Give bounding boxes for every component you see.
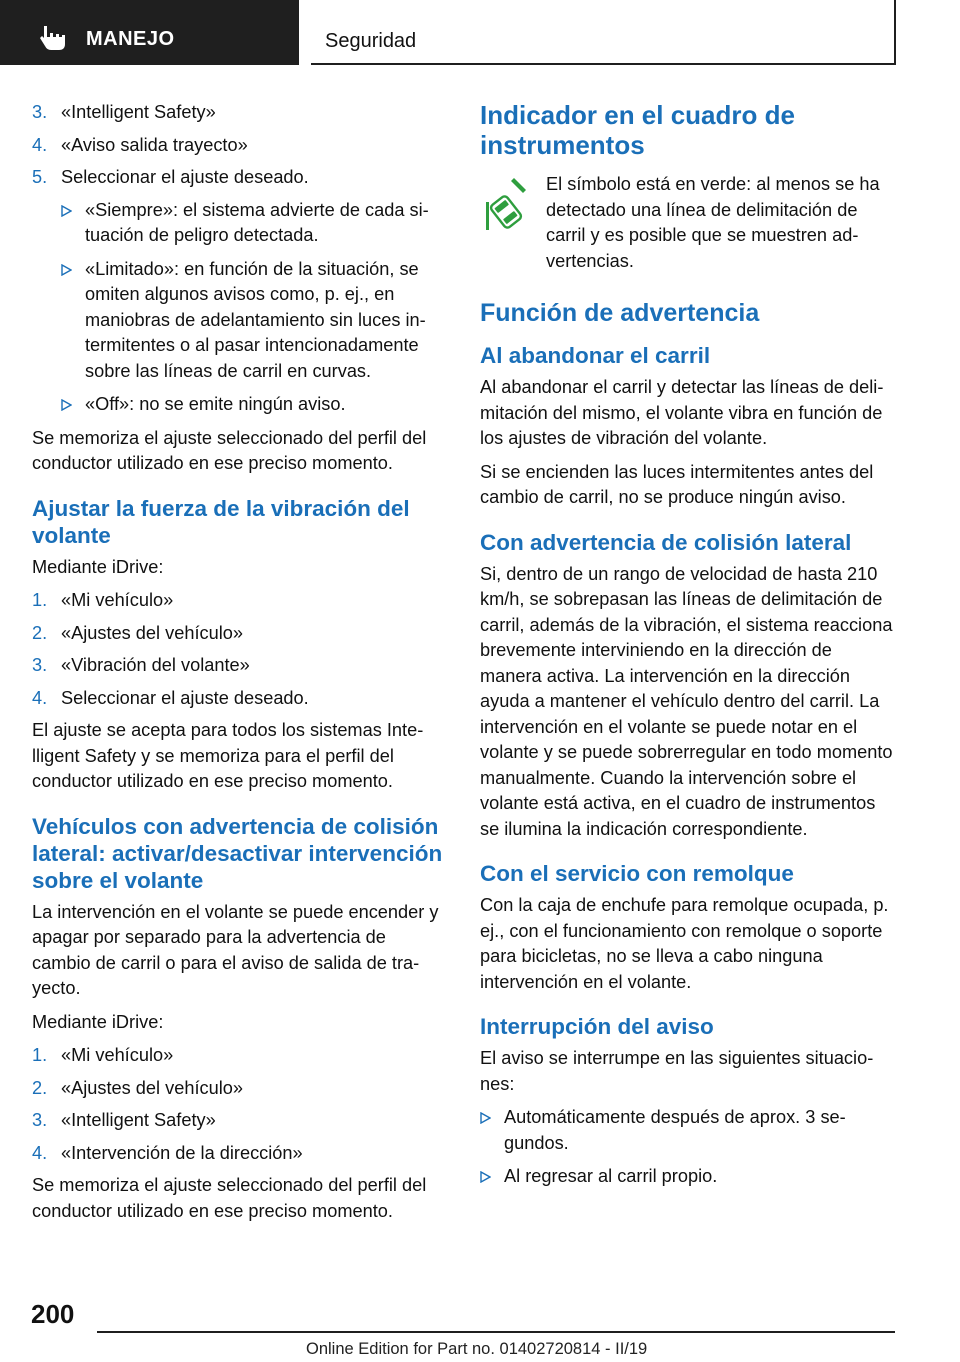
list-item: [480, 1164, 894, 1190]
section-heading: Al abandonar el carril: [480, 343, 711, 368]
list-item: [32, 653, 446, 679]
paragraph: El símbolo está en verde: al menos se ha detectado una línea de delimitación de carril y es posible que se muestren advertencias.: [546, 174, 880, 271]
list-text: Al regresar al carril propio.: [504, 1166, 718, 1186]
list-text: «Off»: no se emite ningún aviso.: [85, 394, 346, 414]
triangle-bullet-icon: [61, 399, 72, 411]
list-number: 3.: [32, 1110, 48, 1130]
section-heading: Ajustar la fuerza de la vibración del volante: [32, 495, 410, 548]
list-text: «Vibración del volante»: [61, 655, 250, 675]
section-heading: Interrupción del aviso: [480, 1014, 714, 1039]
list-item: [32, 621, 446, 647]
numbered-list-1: [32, 100, 446, 191]
list-item: [32, 100, 446, 126]
list-item: [61, 257, 446, 385]
triangle-bullet-icon: [480, 1112, 491, 1124]
paragraph: Con la caja de enchufe para remolque ocupada, p. ej., con el funcionamiento con remolque o soporte para bicicletas, no se lleva a cabo ninguna intervención en el volante.: [480, 895, 889, 992]
lane-departure-icon: [480, 176, 530, 238]
triangle-bullet-icon: [480, 1171, 491, 1183]
list-item: [32, 165, 446, 191]
list-text: «Intervención de la dirección»: [61, 1142, 303, 1163]
section-heading: Función de advertencia: [480, 299, 760, 327]
bullet-list-1: [32, 198, 446, 418]
list-number: 2.: [32, 1077, 48, 1098]
footer-divider: [97, 1331, 895, 1333]
list-item: [32, 1043, 446, 1069]
list-number: 1.: [32, 1045, 48, 1065]
triangle-bullet-icon: [61, 264, 72, 276]
numbered-list-2: [32, 588, 446, 711]
numbered-list-3: [32, 1043, 446, 1166]
list-number: 4.: [32, 1142, 48, 1163]
list-text: Seleccionar el ajuste deseado.: [61, 167, 309, 187]
edition-note: Online Edition for Part no. 01402720814 - II/19: [306, 1340, 648, 1358]
paragraph: Se memoriza el ajuste seleccionado del perfil del conductor utilizado en ese preciso momento.: [32, 427, 427, 473]
paragraph: Al abandonar el carril y detectar las líneas de delimitación del mismo, el volante vibra en función de los ajustes de vibración del volante.: [480, 377, 884, 448]
list-item: [480, 1105, 894, 1156]
list-text: «Aviso salida trayecto»: [61, 134, 248, 155]
paragraph: Mediante iDrive:: [32, 556, 164, 577]
page-number: 200: [31, 1299, 75, 1329]
paragraph: La intervención en el volante se puede encender y apagar por separado para la advertencia de cambio de carril o para el aviso de salida de trayecto.: [32, 901, 439, 998]
page-title: Indicador en el cuadro de instrumentos: [480, 100, 795, 160]
list-text: Automáticamente después de aprox. 3 segundos.: [504, 1107, 846, 1153]
list-text: «Ajustes del vehículo»: [61, 1077, 243, 1098]
left-column: [32, 100, 446, 1232]
list-text: «Ajustes del vehículo»: [61, 622, 243, 643]
list-text: Seleccionar el ajuste deseado.: [61, 687, 309, 708]
list-item: [32, 686, 446, 712]
paragraph: El ajuste se acepta para todos los sistemas Intelligent Safety y se memoriza para el perfil del conductor utilizado en ese preciso momento.: [32, 720, 424, 791]
list-text: «Mi vehículo»: [61, 1045, 174, 1065]
list-text: «Limitado»: en función de la situación, se omiten algunos avisos como, p. ej., en maniobras de adelantamiento sin luces intermitentes o al pasar intencionadamente sobre las líneas de carril en curvas.: [85, 258, 426, 381]
list-item: [32, 1141, 446, 1167]
list-number: 1.: [32, 590, 48, 610]
paragraph: Mediante iDrive:: [32, 1011, 164, 1032]
list-text: «Intelligent Safety»: [61, 1110, 216, 1130]
section-tab: [0, 0, 299, 65]
chapter-tab: [311, 0, 896, 65]
hand-pointer-icon: [38, 22, 68, 52]
list-number: 2.: [32, 622, 48, 643]
paragraph: El aviso se interrumpe en las siguientes situaciones:: [480, 1048, 874, 1094]
list-item: [32, 1076, 446, 1102]
list-item: [61, 198, 446, 249]
paragraph: Si se encienden las luces intermitentes antes del cambio de carril, no se produce ningún aviso.: [480, 461, 874, 507]
section-heading: Vehículos con advertencia de colisión lateral: activar/desactivar intervención sobre el volante: [32, 813, 443, 893]
section-heading: Con el servicio con remolque: [480, 861, 794, 886]
list-item: [32, 588, 446, 614]
list-text: «Siempre»: el sistema advierte de cada situación de peligro detectada.: [85, 199, 429, 245]
bullet-list-2: [480, 1105, 894, 1190]
section-heading: Con advertencia de colisión lateral: [480, 529, 852, 555]
list-item: [32, 133, 446, 159]
right-column: [480, 100, 894, 1198]
list-number: 3.: [32, 102, 48, 122]
list-text: «Mi vehículo»: [61, 590, 174, 610]
section-label: MANEJO: [86, 28, 175, 50]
paragraph: Si, dentro de un rango de velocidad de hasta 210 km/h, se sobrepasan las líneas de delimitación de carril, además de la vibración, el sistema reacciona brevemente interviniendo en la dirección de manera activa. La intervención en la dirección ayuda a mantener el vehículo dentro del carril. La intervención en el volante se puede notar en el volante y se puede sobrerregular en todo momento manualmente. Cuando la intervención sobre el volante está activa, en el cuadro de instrumentos se ilumina la indicación correspondiente.: [480, 563, 893, 839]
list-number: 3.: [32, 655, 48, 675]
triangle-bullet-icon: [61, 205, 72, 217]
page-header: [0, 0, 960, 66]
chapter-label: Seguridad: [325, 30, 417, 52]
list-number: 4.: [32, 134, 48, 155]
list-number: 5.: [32, 167, 48, 187]
indicator-block: [480, 172, 894, 274]
list-item: [61, 392, 446, 418]
list-text: «Intelligent Safety»: [61, 102, 216, 122]
list-number: 4.: [32, 687, 48, 708]
paragraph: Se memoriza el ajuste seleccionado del perfil del conductor utilizado en ese preciso momento.: [32, 1175, 427, 1221]
list-item: [32, 1108, 446, 1134]
